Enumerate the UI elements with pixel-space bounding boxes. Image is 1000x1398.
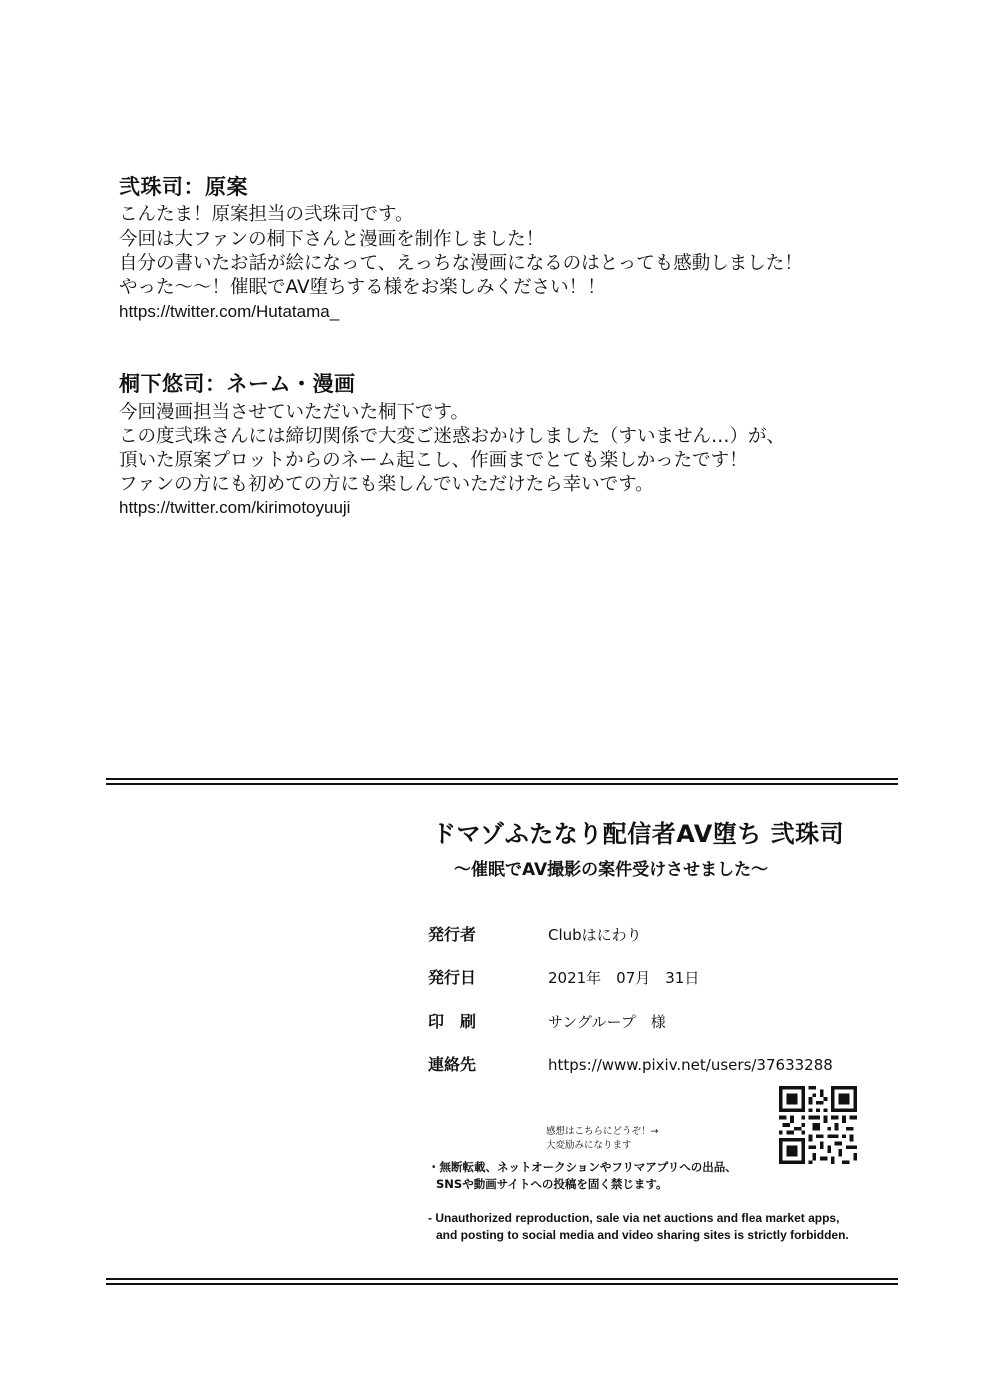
divider bbox=[106, 778, 898, 785]
qr-caption-line: 感想はこちらにどうぞ！→ bbox=[546, 1126, 659, 1137]
printer-label: 印 刷 bbox=[428, 1012, 477, 1031]
author-twitter-link[interactable]: https://twitter.com/Hutatama_ bbox=[119, 302, 340, 321]
notice-en-line: and posting to social media and video sharing sites is strictly forbidden. bbox=[436, 1228, 849, 1242]
printer-value: サングループ 様 bbox=[548, 1013, 666, 1031]
note-heading-manga: 桐下悠司：ネーム・漫画 bbox=[119, 372, 356, 396]
divider bbox=[106, 1278, 898, 1285]
qr-code-icon[interactable] bbox=[779, 1086, 857, 1164]
note-line: やった〜〜！催眠でAV堕ちする様をお楽しみください！！ bbox=[119, 277, 606, 298]
notice-en-line: - Unauthorized reproduction, sale via net auctions and flea market apps, bbox=[428, 1211, 840, 1225]
note-line: 自分の書いたお話が絵になって、えっちな漫画になるのはとっても感動しました！ bbox=[119, 253, 803, 274]
notice-ja-line: ・無断転載、ネットオークションやフリマアプリへの出品、 bbox=[428, 1160, 737, 1174]
note-line: 今回漫画担当させていただいた桐下です。 bbox=[119, 402, 470, 423]
note-line: ファンの方にも初めての方にも楽しんでいただけたら幸いです。 bbox=[119, 474, 654, 495]
artist-twitter-link[interactable]: https://twitter.com/kirimotoyuuji bbox=[119, 498, 351, 517]
contact-link[interactable]: https://www.pixiv.net/users/37633288 bbox=[548, 1056, 833, 1074]
contact-label: 連絡先 bbox=[428, 1055, 477, 1074]
publish-date-value: 2021年 07月 31日 bbox=[548, 969, 700, 987]
publisher-label: 発行者 bbox=[428, 925, 477, 944]
note-line: この度弐珠さんには締切関係で大変ご迷惑おかけしました（すいません…）が、 bbox=[119, 426, 786, 447]
note-line: 頂いた原案プロットからのネーム起こし、作画までとても楽しかったです！ bbox=[119, 450, 748, 471]
book-title: ドマゾふたなり配信者AV堕ち 弐珠司 bbox=[432, 820, 845, 848]
publish-date-label: 発行日 bbox=[428, 968, 477, 987]
qr-caption-line: 大変励みになります bbox=[546, 1140, 632, 1151]
note-heading-original-story: 弐珠司：原案 bbox=[119, 175, 248, 199]
notice-ja-line: SNSや動画サイトへの投稿を固く禁じます。 bbox=[436, 1177, 668, 1191]
publisher-value: Clubはにわり bbox=[548, 926, 642, 944]
note-line: 今回は大ファンの桐下さんと漫画を制作しました！ bbox=[119, 229, 545, 250]
book-subtitle: 〜催眠でAV撮影の案件受けさせました〜 bbox=[454, 860, 769, 880]
note-line: こんたま！原案担当の弐珠司です。 bbox=[119, 204, 414, 225]
